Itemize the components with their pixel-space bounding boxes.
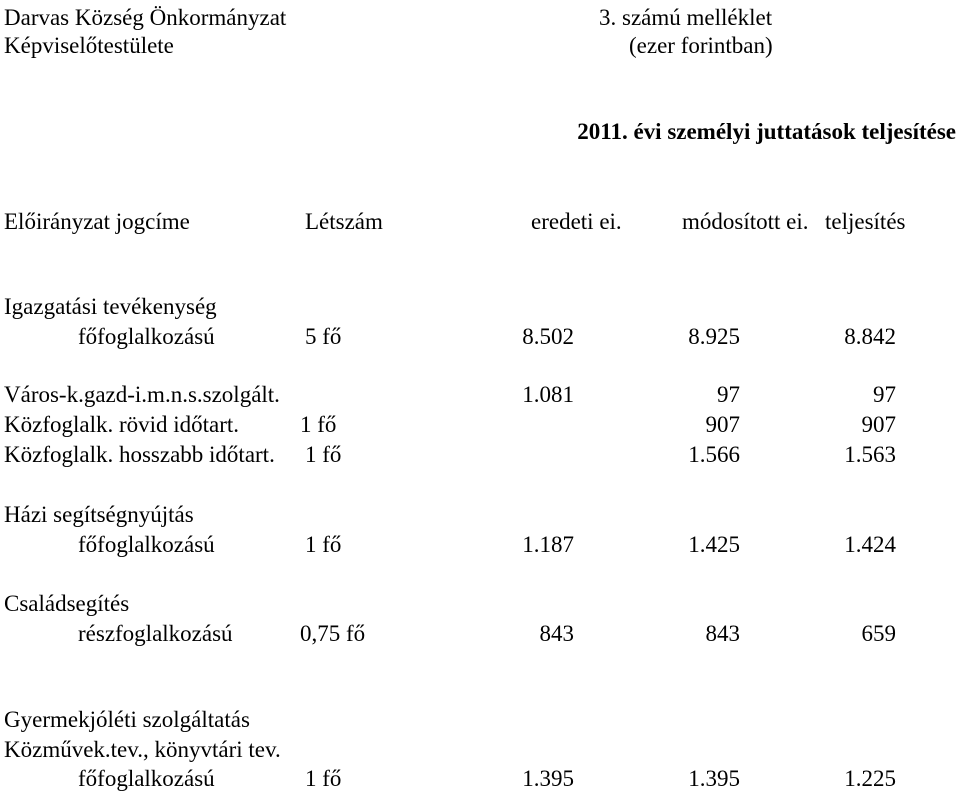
actual-cell: 1.225: [844, 766, 896, 791]
headcount-cell: 1 fő: [300, 412, 337, 437]
column-header-headcount: Létszám: [305, 209, 383, 234]
actual-cell: 907: [861, 412, 896, 437]
table-row-label: Házi segítségnyújtás: [4, 502, 194, 527]
original-cell: 1.395: [522, 766, 574, 791]
column-header-modified: módosított ei.: [682, 209, 809, 234]
organization-body: Képviselőtestülete: [4, 33, 174, 58]
modified-cell: 1.395: [688, 766, 740, 791]
modified-cell: 1.566: [688, 442, 740, 467]
table-row-label: Város-k.gazd-i.m.n.s.szolgált.: [4, 382, 280, 407]
headcount-cell: 1 fő: [305, 532, 342, 557]
table-row-label: Családsegítés: [4, 591, 130, 616]
document-title: 2011. évi személyi juttatások teljesítése: [577, 119, 956, 144]
modified-cell: 97: [717, 382, 740, 407]
actual-cell: 1.563: [844, 442, 896, 467]
headcount-cell: 1 fő: [305, 442, 342, 467]
modified-cell: 8.925: [688, 324, 740, 349]
organization-name: Darvas Község Önkormányzat: [4, 5, 287, 30]
headcount-cell: 1 fő: [305, 766, 342, 791]
original-cell: 843: [539, 621, 574, 646]
table-row-label: részfoglalkozású: [78, 621, 233, 646]
headcount-cell: 5 fő: [305, 324, 342, 349]
actual-cell: 1.424: [844, 532, 896, 557]
table-row-label: Közfoglalk. rövid időtart.: [4, 412, 240, 437]
modified-cell: 907: [705, 412, 740, 437]
table-row-label: főfoglalkozású: [78, 532, 215, 557]
table-row-label: Gyermekjóléti szolgáltatás: [4, 707, 250, 732]
column-header-actual: teljesítés: [825, 209, 906, 234]
table-row-label: Igazgatási tevékenység: [4, 294, 217, 319]
unit-label: (ezer forintban): [629, 33, 773, 58]
original-cell: 8.502: [522, 324, 574, 349]
table-row-label: Közművek.tev., könyvtári tev.: [4, 737, 281, 762]
annex-label: 3. számú melléklet: [599, 5, 773, 30]
column-header-category: Előirányzat jogcíme: [4, 209, 190, 234]
actual-cell: 8.842: [844, 324, 896, 349]
headcount-cell: 0,75 fő: [300, 621, 366, 646]
actual-cell: 659: [861, 621, 896, 646]
table-row-label: főfoglalkozású: [78, 766, 215, 791]
table-row-label: Közfoglalk. hosszabb időtart.: [4, 442, 275, 467]
table-row-label: főfoglalkozású: [78, 324, 215, 349]
original-cell: 1.187: [522, 532, 574, 557]
original-cell: 1.081: [522, 382, 574, 407]
modified-cell: 843: [705, 621, 740, 646]
column-header-original: eredeti ei.: [531, 209, 622, 234]
modified-cell: 1.425: [688, 532, 740, 557]
actual-cell: 97: [873, 382, 896, 407]
